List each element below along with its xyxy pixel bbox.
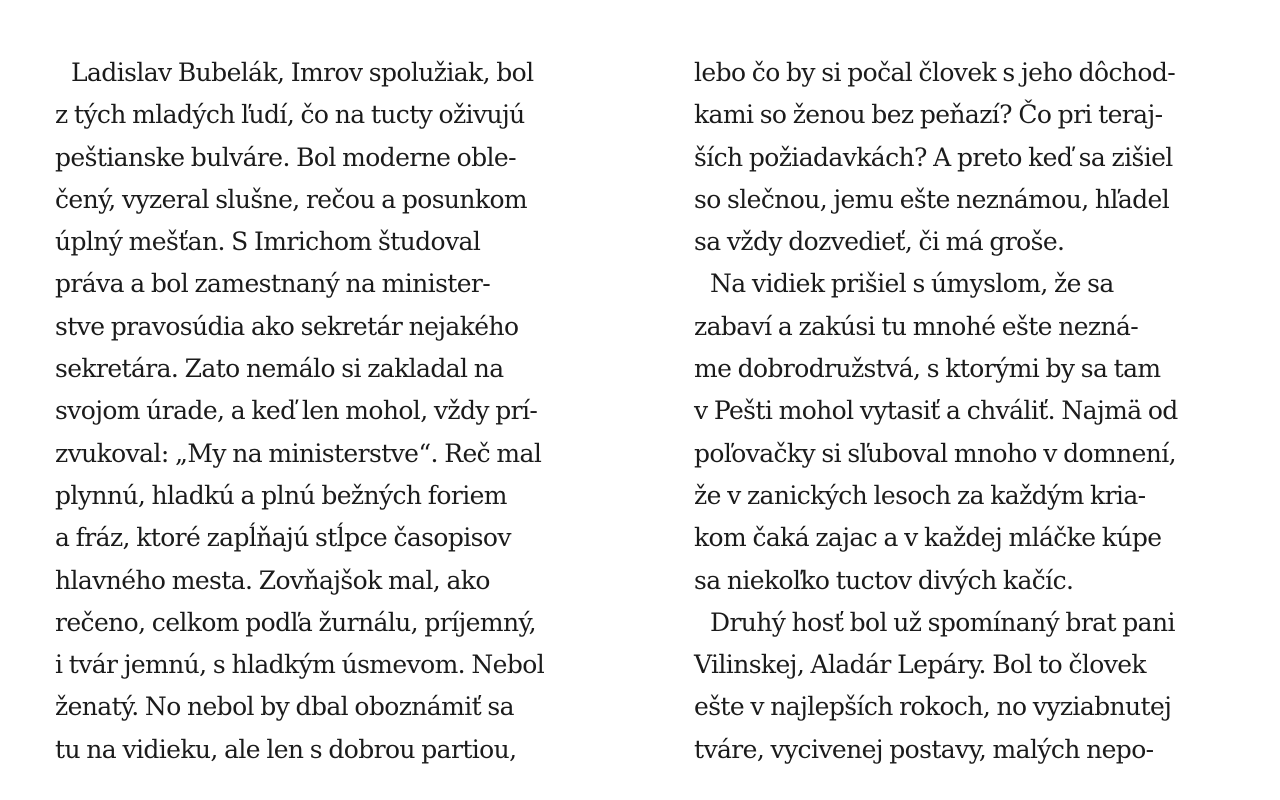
text-line: čený, vyzeral slušne, rečou a posunkom — [55, 184, 528, 214]
text-line: sa vždy dozvedieť, či má groše. — [694, 227, 1065, 257]
text-line: Vilinskej, Aladár Lepáry. Bol to človek — [694, 650, 1146, 680]
text-line: ženatý. No nebol by dbal oboznámiť sa — [55, 692, 514, 722]
text-line: Na vidiek prišiel s úmyslom, že sa — [710, 269, 1114, 299]
text-line: stve pravosúdia ako sekretár nejakého — [55, 311, 519, 341]
text-line: kami so ženou bez peňazí? Čo pri teraj- — [694, 100, 1163, 130]
text-line: rečeno, celkom podľa žurnálu, príjemný, — [55, 607, 537, 637]
text-line: i tvár jemnú, s hladkým úsmevom. Nebol — [55, 650, 545, 680]
text-line: peštianske bulváre. Bol moderne oble- — [55, 142, 516, 172]
text-line: plynnú, hladkú a plnú bežných foriem — [55, 480, 507, 510]
text-line: a fráz, ktoré zapĺňajú stĺpce časopisov — [55, 523, 511, 553]
text-line: sa niekoľko tuctov divých kačíc. — [694, 565, 1074, 595]
text-line: tváre, vycivenej postavy, malých nepo- — [694, 734, 1154, 764]
left-text-column — [55, 52, 595, 771]
text-line: lebo čo by si počal človek s jeho dôchod- — [694, 58, 1176, 87]
text-line: so slečnou, jemu ešte neznámou, hľadel — [694, 184, 1170, 214]
text-line: Ladislav Bubelák, Imrov spolužiak, bol — [71, 58, 534, 87]
text-line: kom čaká zajac a v každej mláčke kúpe — [694, 523, 1162, 553]
text-line: v Pešti mohol vytasiť a chváliť. Najmä od — [694, 396, 1178, 426]
text-line: z tých mladých ľudí, čo na tucty oživujú — [55, 100, 525, 130]
text-line: že v zanických lesoch za každým kria- — [694, 480, 1146, 510]
text-line: sekretára. Zato nemálo si zakladal na — [55, 354, 504, 384]
text-line: zabaví a zakúsi tu mnohé ešte nezná- — [694, 311, 1139, 341]
text-line: zvukoval: „My na ministerstve“. Reč mal — [55, 438, 542, 468]
text-line: me dobrodružstvá, s ktorými by sa tam — [694, 354, 1161, 384]
text-line: ešte v najlepších rokoch, no vyziabnutej — [694, 692, 1172, 722]
text-line: poľovačky si sľuboval mnoho v domnení, — [694, 438, 1177, 468]
text-line: hlavného mesta. Zovňajšok mal, ako — [55, 565, 490, 595]
text-line: práva a bol zamestnaný na minister- — [55, 269, 491, 299]
text-line: svojom úrade, a keď len mohol, vždy prí- — [55, 396, 538, 426]
text-line: ších požiadavkách? A preto keď sa zišiel — [694, 142, 1173, 172]
text-line: úplný mešťan. S Imrichom študoval — [55, 227, 481, 257]
text-line: tu na vidieku, ale len s dobrou partiou, — [55, 734, 517, 764]
text-line: Druhý hosť bol už spomínaný brat pani — [710, 607, 1175, 637]
right-text-column — [694, 52, 1234, 771]
